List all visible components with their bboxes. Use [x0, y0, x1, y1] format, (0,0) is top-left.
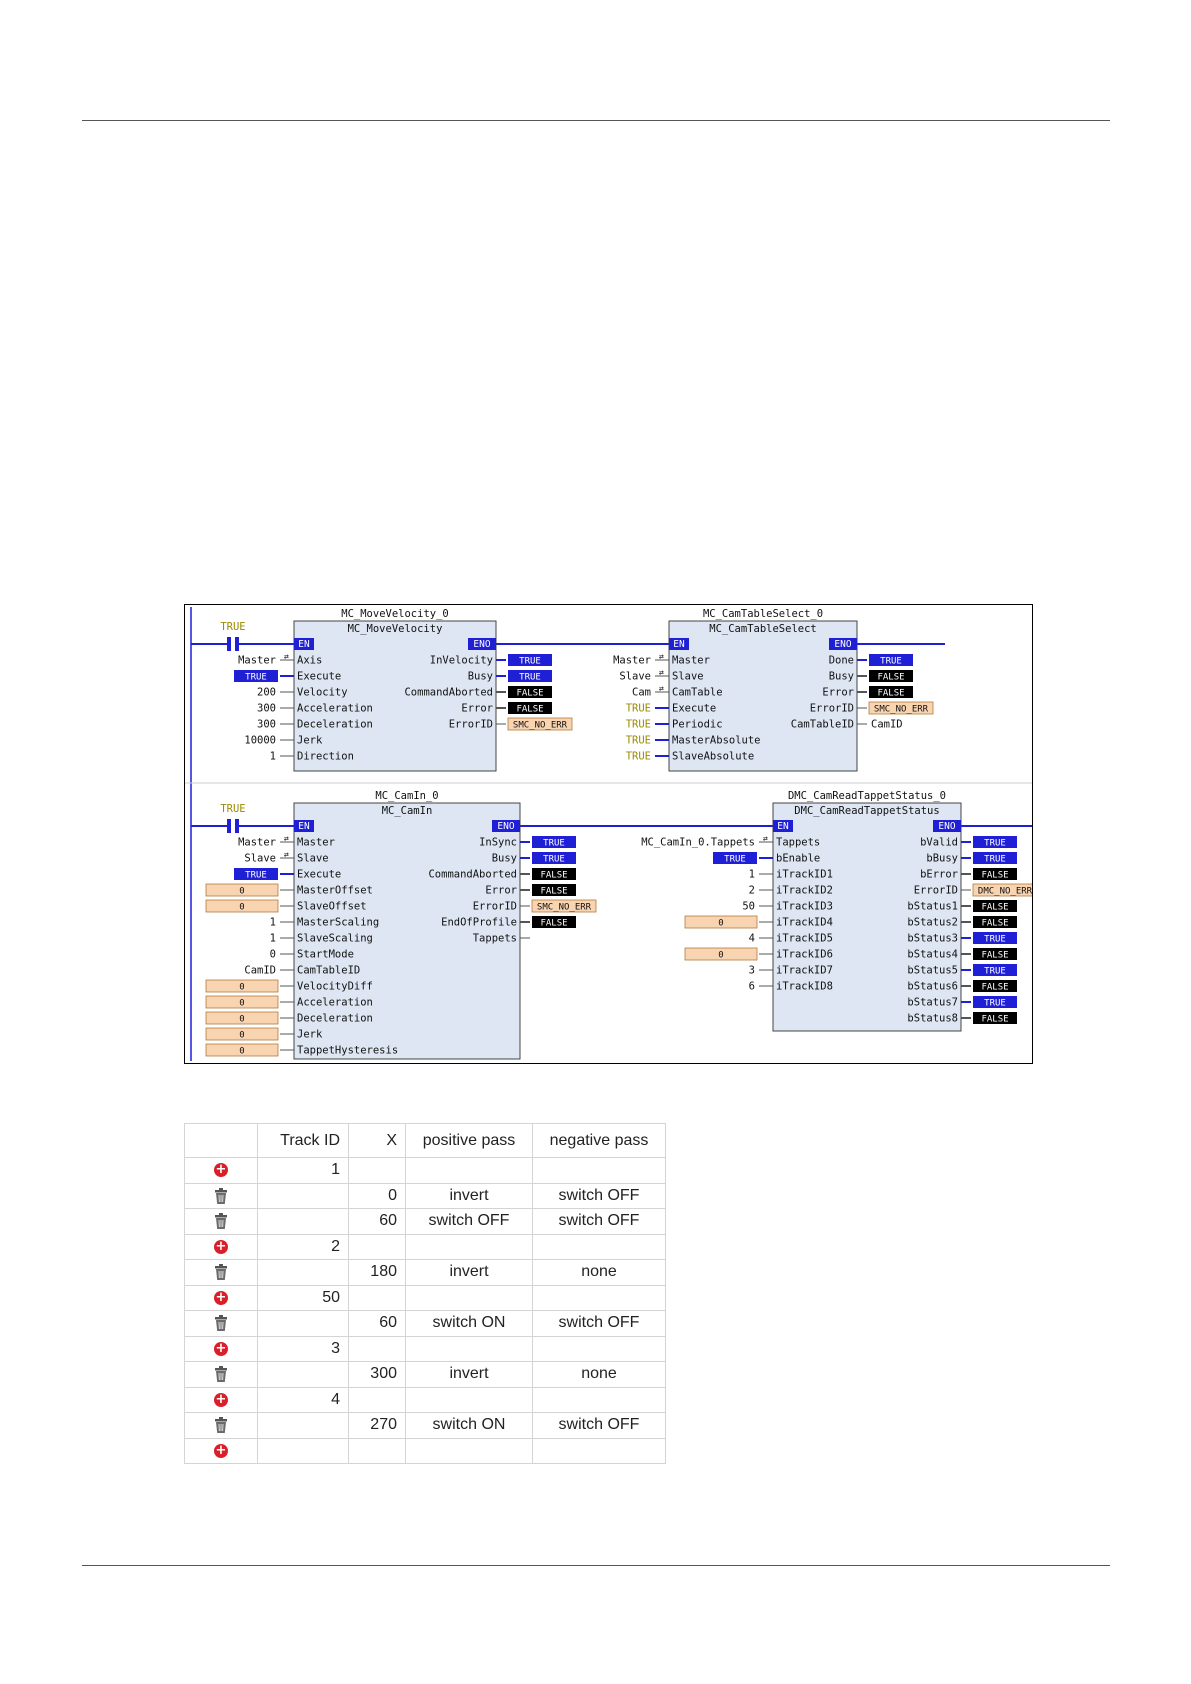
table-row — [185, 1260, 666, 1286]
dmc-camreadtappetstatus-in-itrackid1-pin: iTrackID1 — [776, 868, 833, 881]
mc-movevelocity-in-axis-inout-icon: ⇄ — [284, 652, 289, 661]
mc-camin-out-endofprofile-pin: EndOfProfile — [441, 916, 517, 929]
mc-camin-in-deceleration-value: 0 — [239, 1014, 245, 1025]
x-cell[interactable]: 60 — [349, 1311, 406, 1337]
contact-label: TRUE — [220, 621, 246, 633]
dmc-camreadtappetstatus-in-itrackid6-pin: iTrackID6 — [776, 948, 833, 961]
mc-camtableselect-out-camtableid-pin: CamTableID — [790, 718, 854, 731]
table-row — [185, 1158, 666, 1184]
table-row — [185, 1413, 666, 1439]
x-cell[interactable] — [349, 1285, 406, 1311]
dmc-camreadtappetstatus-out-errorid-value: DMC_NO_ERR — [977, 886, 1032, 897]
x-cell[interactable]: 0 — [349, 1183, 406, 1209]
mc-camin-in-masterscaling-pin: MasterScaling — [297, 916, 380, 929]
dmc-camreadtappetstatus-in-itrackid5-value: 4 — [748, 932, 755, 945]
mc-camtableselect-type-name: MC_CamTableSelect — [709, 623, 817, 635]
dmc-camreadtappetstatus-in-itrackid2-pin: iTrackID2 — [776, 884, 833, 897]
table-row — [185, 1362, 666, 1388]
add-icon[interactable]: + — [215, 1238, 227, 1254]
contact-bar-left — [227, 637, 231, 651]
negative-pass-cell[interactable] — [533, 1387, 666, 1413]
mc-movevelocity-out-invelocity-pin: InVelocity — [429, 654, 493, 667]
contact-label: TRUE — [220, 803, 246, 815]
mc-camtableselect-out-done-pin: Done — [828, 654, 854, 667]
dmc-camreadtappetstatus-in-itrackid7-pin: iTrackID7 — [776, 964, 833, 977]
mc-movevelocity-in-velocity-pin: Velocity — [297, 686, 348, 699]
mc-camtableselect-in-slave-inout-icon: ⇄ — [659, 668, 664, 677]
mc-camin-in-slavescaling-pin: SlaveScaling — [297, 932, 373, 945]
mc-camtableselect-in-camtable-inout-icon: ⇄ — [659, 684, 664, 693]
mc-camtableselect-in-master-value: Master — [613, 654, 651, 667]
mc-movevelocity-in-acceleration-pin: Acceleration — [297, 702, 373, 715]
mc-camin-out-commandaborted-pin: CommandAborted — [428, 868, 517, 881]
track-id-cell[interactable] — [258, 1362, 349, 1388]
delete-icon[interactable] — [213, 1314, 229, 1331]
dmc-camreadtappetstatus-in-itrackid8-pin: iTrackID8 — [776, 980, 833, 993]
dmc-camreadtappetstatus-out-bstatus4-value: FALSE — [981, 950, 1009, 961]
dmc-camreadtappetstatus-out-bstatus6-pin: bStatus6 — [907, 980, 958, 993]
row-action-cell[interactable] — [185, 1285, 258, 1311]
mc-camtableselect-in-execute-pin: Execute — [672, 702, 717, 715]
mc-camtableselect-instance-name: MC_CamTableSelect_0 — [702, 608, 824, 620]
mc-movevelocity-instance-name: MC_MoveVelocity_0 — [341, 608, 449, 620]
dmc-camreadtappetstatus-in-itrackid8-value: 6 — [748, 980, 755, 993]
ladder-diagram — [184, 604, 1033, 1064]
mc-camtableselect-in-masterabsolute-pin: MasterAbsolute — [672, 734, 761, 747]
mc-camtableselect-eno-label: ENO — [834, 639, 852, 650]
dmc-camreadtappetstatus-instance-name: DMC_CamReadTappetStatus_0 — [787, 790, 947, 802]
header-x: X — [349, 1124, 406, 1158]
dmc-camreadtappetstatus-out-bstatus7-pin: bStatus7 — [907, 996, 958, 1009]
positive-pass-cell[interactable] — [406, 1387, 533, 1413]
dmc-camreadtappetstatus-in-itrackid6-value: 0 — [718, 950, 724, 961]
mc-camin-out-insync-pin: InSync — [479, 836, 517, 849]
header-rule — [82, 120, 1110, 121]
x-cell[interactable] — [349, 1158, 406, 1184]
mc-camin-in-slave-inout-icon: ⇄ — [284, 850, 289, 859]
dmc-camreadtappetstatus-in-tappets-value: MC_CamIn_0.Tappets — [641, 836, 755, 849]
negative-pass-cell[interactable] — [533, 1234, 666, 1260]
dmc-camreadtappetstatus-out-bstatus8-pin: bStatus8 — [907, 1012, 958, 1025]
mc-movevelocity-in-execute-value: TRUE — [245, 672, 267, 683]
dmc-camreadtappetstatus-out-bstatus3-pin: bStatus3 — [907, 932, 958, 945]
dmc-camreadtappetstatus-out-bstatus1-value: FALSE — [981, 902, 1009, 913]
mc-movevelocity-in-jerk-pin: Jerk — [297, 734, 323, 747]
positive-pass-cell[interactable] — [406, 1438, 533, 1464]
mc-camtableselect-in-slaveabsolute-pin: SlaveAbsolute — [672, 750, 755, 763]
mc-movevelocity-out-commandaborted-pin: CommandAborted — [404, 686, 493, 699]
table-row — [185, 1285, 666, 1311]
positive-pass-cell[interactable]: invert — [406, 1183, 533, 1209]
dmc-camreadtappetstatus-in-benable-value: TRUE — [724, 854, 746, 865]
mc-camtableselect-in-periodic-pin: Periodic — [672, 718, 723, 731]
mc-movevelocity-in-velocity-value: 200 — [257, 686, 276, 699]
positive-pass-cell[interactable] — [406, 1234, 533, 1260]
dmc-camreadtappetstatus-type-name: DMC_CamReadTappetStatus — [794, 805, 940, 817]
mc-camin-out-busy-value: TRUE — [543, 854, 565, 865]
mc-movevelocity-in-direction-pin: Direction — [297, 750, 354, 763]
dmc-camreadtappetstatus-out-bstatus8-value: FALSE — [981, 1014, 1009, 1025]
x-cell[interactable] — [349, 1234, 406, 1260]
mc-camin-in-tappethysteresis-value: 0 — [239, 1046, 245, 1057]
mc-camin-in-masteroffset-value: 0 — [239, 886, 245, 897]
mc-camtableselect-in-slaveabsolute-value: TRUE — [625, 750, 651, 763]
header-icon-col — [185, 1124, 258, 1158]
mc-movevelocity-out-errorid-value: SMC_NO_ERR — [512, 720, 568, 731]
header-positive-pass: positive pass — [406, 1124, 533, 1158]
mc-camtableselect-in-slave-pin: Slave — [672, 670, 704, 683]
mc-camin-out-commandaborted-value: FALSE — [540, 870, 568, 881]
mc-camin-eno-label: ENO — [497, 821, 515, 832]
dmc-camreadtappetstatus-in-itrackid3-value: 50 — [742, 900, 755, 913]
mc-movevelocity-out-errorid-pin: ErrorID — [448, 718, 493, 731]
mc-camtableselect-in-master-pin: Master — [672, 654, 710, 667]
dmc-camreadtappetstatus-in-tappets-inout-icon: ⇄ — [763, 834, 768, 843]
mc-movevelocity-in-axis-value: Master — [238, 654, 276, 667]
mc-movevelocity-in-axis-pin: Axis — [297, 654, 323, 667]
mc-camin-in-startmode-pin: StartMode — [297, 948, 354, 961]
mc-camin-in-camtableid-value: CamID — [244, 964, 276, 977]
negative-pass-cell[interactable] — [533, 1438, 666, 1464]
table-row — [185, 1438, 666, 1464]
dmc-camreadtappetstatus-out-bvalid-value: TRUE — [984, 838, 1006, 849]
dmc-camreadtappetstatus-out-bstatus3-value: TRUE — [984, 934, 1006, 945]
mc-movevelocity-in-direction-value: 1 — [269, 750, 276, 763]
mc-movevelocity-out-commandaborted-value: FALSE — [516, 688, 544, 699]
mc-camin-in-acceleration-pin: Acceleration — [297, 996, 373, 1009]
negative-pass-cell[interactable] — [533, 1158, 666, 1184]
mc-camin-in-tappethysteresis-pin: TappetHysteresis — [297, 1044, 399, 1057]
negative-pass-cell[interactable]: none — [533, 1260, 666, 1286]
x-cell[interactable] — [349, 1387, 406, 1413]
table-row — [185, 1336, 666, 1362]
tappet-table-header — [185, 1124, 666, 1158]
dmc-camreadtappetstatus-in-tappets-pin: Tappets — [776, 836, 821, 849]
dmc-camreadtappetstatus-in-itrackid5-pin: iTrackID5 — [776, 932, 833, 945]
row-action-cell[interactable] — [185, 1362, 258, 1388]
dmc-camreadtappetstatus-en-label: EN — [777, 821, 789, 832]
mc-camin-type-name: MC_CamIn — [381, 805, 433, 817]
mc-camin-out-error-pin: Error — [485, 884, 517, 897]
table-row — [185, 1387, 666, 1413]
track-id-cell[interactable] — [258, 1438, 349, 1464]
mc-camin-in-master-value: Master — [238, 836, 276, 849]
mc-camin-in-velocitydiff-value: 0 — [239, 982, 245, 993]
track-id-cell[interactable] — [258, 1311, 349, 1337]
mc-camin-out-insync-value: TRUE — [543, 838, 565, 849]
mc-movevelocity-in-deceleration-value: 300 — [257, 718, 276, 731]
mc-camin-out-endofprofile-value: FALSE — [540, 918, 568, 929]
x-cell[interactable]: 270 — [349, 1413, 406, 1439]
positive-pass-cell[interactable]: switch ON — [406, 1413, 533, 1439]
mc-camtableselect-in-master-inout-icon: ⇄ — [659, 652, 664, 661]
header-negative-pass: negative pass — [533, 1124, 666, 1158]
dmc-camreadtappetstatus-out-bstatus6-value: FALSE — [981, 982, 1009, 993]
tappet-table — [184, 1123, 666, 1464]
positive-pass-cell[interactable]: switch ON — [406, 1311, 533, 1337]
mc-movevelocity-out-error-pin: Error — [461, 702, 493, 715]
header-track-id: Track ID — [258, 1124, 349, 1158]
negative-pass-cell[interactable] — [533, 1336, 666, 1362]
dmc-camreadtappetstatus-in-itrackid4-pin: iTrackID4 — [776, 916, 833, 929]
footer-rule — [82, 1565, 1110, 1566]
mc-camin-in-camtableid-pin: CamTableID — [297, 964, 361, 977]
x-cell[interactable] — [349, 1336, 406, 1362]
mc-camin-out-errorid-pin: ErrorID — [472, 900, 517, 913]
mc-camtableselect-in-execute-value: TRUE — [625, 702, 651, 715]
x-cell[interactable]: 180 — [349, 1260, 406, 1286]
dmc-camreadtappetstatus-out-bstatus5-value: TRUE — [984, 966, 1006, 977]
mc-camin-in-slave-pin: Slave — [297, 852, 329, 865]
track-id-cell[interactable] — [258, 1183, 349, 1209]
track-id-cell[interactable]: 1 — [258, 1158, 349, 1184]
mc-camin-in-execute-value: TRUE — [245, 870, 267, 881]
mc-camtableselect-en-label: EN — [673, 639, 685, 650]
row-action-cell[interactable] — [185, 1158, 258, 1184]
contact-bar-right — [235, 637, 239, 651]
delete-icon[interactable] — [213, 1187, 229, 1204]
track-id-cell[interactable]: 2 — [258, 1234, 349, 1260]
mc-camtableselect-out-busy-value: FALSE — [877, 672, 905, 683]
mc-camin-in-slave-value: Slave — [244, 852, 276, 865]
row-action-cell[interactable] — [185, 1336, 258, 1362]
track-id-cell[interactable]: 50 — [258, 1285, 349, 1311]
dmc-camreadtappetstatus-out-bbusy-value: TRUE — [984, 854, 1006, 865]
mc-camin-in-slaveoffset-value: 0 — [239, 902, 245, 913]
dmc-camreadtappetstatus-out-bstatus7-value: TRUE — [984, 998, 1006, 1009]
track-id-cell[interactable] — [258, 1413, 349, 1439]
mc-camin-instance-name: MC_CamIn_0 — [375, 790, 439, 802]
mc-camtableselect-out-busy-pin: Busy — [828, 670, 854, 683]
add-icon[interactable]: + — [215, 1340, 227, 1356]
delete-icon[interactable] — [213, 1365, 229, 1382]
mc-camtableselect-in-masterabsolute-value: TRUE — [625, 734, 651, 747]
row-action-cell[interactable] — [185, 1260, 258, 1286]
row-action-cell[interactable] — [185, 1234, 258, 1260]
dmc-camreadtappetstatus-in-itrackid1-value: 1 — [748, 868, 755, 881]
dmc-camreadtappetstatus-in-itrackid2-value: 2 — [748, 884, 755, 897]
negative-pass-cell[interactable] — [533, 1285, 666, 1311]
row-action-cell[interactable] — [185, 1387, 258, 1413]
mc-camtableselect-out-done-value: TRUE — [880, 656, 902, 667]
dmc-camreadtappetstatus-in-itrackid4-value: 0 — [718, 918, 724, 929]
mc-movevelocity-out-busy-value: TRUE — [519, 672, 541, 683]
dmc-camreadtappetstatus-out-bbusy-pin: bBusy — [926, 852, 958, 865]
track-id-cell[interactable] — [258, 1260, 349, 1286]
dmc-camreadtappetstatus-out-errorid-pin: ErrorID — [913, 884, 958, 897]
add-icon[interactable]: + — [215, 1162, 227, 1178]
track-id-cell[interactable] — [258, 1209, 349, 1235]
mc-camin-out-errorid-value: SMC_NO_ERR — [536, 902, 592, 913]
mc-movevelocity-in-acceleration-value: 300 — [257, 702, 276, 715]
table-row — [185, 1209, 666, 1235]
table-row — [185, 1183, 666, 1209]
track-id-cell[interactable]: 3 — [258, 1336, 349, 1362]
row-action-cell[interactable] — [185, 1183, 258, 1209]
x-cell[interactable]: 300 — [349, 1362, 406, 1388]
dmc-camreadtappetstatus-eno-label: ENO — [938, 821, 956, 832]
mc-camin-in-slavescaling-value: 1 — [269, 932, 276, 945]
track-id-cell[interactable]: 4 — [258, 1387, 349, 1413]
mc-camin-in-execute-pin: Execute — [297, 868, 342, 881]
dmc-camreadtappetstatus-out-bstatus4-pin: bStatus4 — [907, 948, 958, 961]
mc-camtableselect-out-errorid-pin: ErrorID — [809, 702, 854, 715]
row-action-cell[interactable] — [185, 1438, 258, 1464]
dmc-camreadtappetstatus-out-bstatus5-pin: bStatus5 — [907, 964, 958, 977]
positive-pass-cell[interactable]: invert — [406, 1362, 533, 1388]
positive-pass-cell[interactable] — [406, 1336, 533, 1362]
mc-movevelocity-out-error-value: FALSE — [516, 704, 544, 715]
table-row — [185, 1311, 666, 1337]
row-action-cell[interactable] — [185, 1209, 258, 1235]
negative-pass-cell[interactable]: switch OFF — [533, 1183, 666, 1209]
mc-movevelocity-type-name: MC_MoveVelocity — [347, 623, 443, 635]
mc-movevelocity-in-jerk-value: 10000 — [244, 734, 276, 747]
x-cell[interactable]: 60 — [349, 1209, 406, 1235]
delete-icon[interactable] — [213, 1416, 229, 1433]
mc-camtableselect-out-errorid-value: SMC_NO_ERR — [873, 704, 929, 715]
mc-camin-en-label: EN — [298, 821, 310, 832]
row-action-cell[interactable] — [185, 1311, 258, 1337]
mc-camin-in-master-inout-icon: ⇄ — [284, 834, 289, 843]
delete-icon[interactable] — [213, 1263, 229, 1280]
mc-movevelocity-in-deceleration-pin: Deceleration — [297, 718, 373, 731]
positive-pass-cell[interactable] — [406, 1158, 533, 1184]
negative-pass-cell[interactable]: switch OFF — [533, 1311, 666, 1337]
mc-camin-in-jerk-value: 0 — [239, 1030, 245, 1041]
dmc-camreadtappetstatus-out-bstatus1-pin: bStatus1 — [907, 900, 958, 913]
mc-camtableselect-in-periodic-value: TRUE — [625, 718, 651, 731]
x-cell[interactable] — [349, 1438, 406, 1464]
mc-camin-out-error-value: FALSE — [540, 886, 568, 897]
mc-camin-in-acceleration-value: 0 — [239, 998, 245, 1009]
negative-pass-cell[interactable]: switch OFF — [533, 1209, 666, 1235]
mc-camtableselect-out-camtableid-value: CamID — [871, 718, 903, 731]
positive-pass-cell[interactable]: invert — [406, 1260, 533, 1286]
add-icon[interactable]: + — [215, 1289, 227, 1305]
mc-camtableselect-in-camtable-value: Cam — [632, 686, 651, 699]
negative-pass-cell[interactable]: switch OFF — [533, 1413, 666, 1439]
mc-camin-in-master-pin: Master — [297, 836, 335, 849]
mc-camin-in-slaveoffset-pin: SlaveOffset — [297, 900, 367, 913]
mc-camtableselect-in-camtable-pin: CamTable — [672, 686, 723, 699]
dmc-camreadtappetstatus-out-berror-pin: bError — [920, 868, 958, 881]
mc-movevelocity-in-execute-pin: Execute — [297, 670, 342, 683]
delete-icon[interactable] — [213, 1212, 229, 1229]
mc-camin-in-deceleration-pin: Deceleration — [297, 1012, 373, 1025]
contact-bar-left — [227, 819, 231, 833]
positive-pass-cell[interactable]: switch OFF — [406, 1209, 533, 1235]
negative-pass-cell[interactable]: none — [533, 1362, 666, 1388]
ladder-canvas — [185, 605, 1032, 1063]
row-action-cell[interactable] — [185, 1413, 258, 1439]
table-row — [185, 1234, 666, 1260]
mc-camin-in-velocitydiff-pin: VelocityDiff — [297, 980, 373, 993]
add-icon[interactable]: + — [215, 1442, 227, 1458]
dmc-camreadtappetstatus-out-bvalid-pin: bValid — [920, 836, 958, 849]
dmc-camreadtappetstatus-out-bstatus2-value: FALSE — [981, 918, 1009, 929]
mc-camin-out-busy-pin: Busy — [491, 852, 517, 865]
mc-camtableselect-out-error-pin: Error — [822, 686, 854, 699]
mc-camtableselect-in-slave-value: Slave — [619, 670, 651, 683]
contact-bar-right — [235, 819, 239, 833]
mc-camin-out-tappets-pin: Tappets — [472, 932, 517, 945]
mc-movevelocity-out-busy-pin: Busy — [467, 670, 493, 683]
mc-movevelocity-en-label: EN — [298, 639, 310, 650]
dmc-camreadtappetstatus-in-itrackid7-value: 3 — [748, 964, 755, 977]
mc-movevelocity-out-invelocity-value: TRUE — [519, 656, 541, 667]
dmc-camreadtappetstatus-out-bstatus2-pin: bStatus2 — [907, 916, 958, 929]
dmc-camreadtappetstatus-in-itrackid3-pin: iTrackID3 — [776, 900, 833, 913]
mc-camin-in-jerk-pin: Jerk — [297, 1028, 323, 1041]
mc-camin-in-startmode-value: 0 — [269, 948, 276, 961]
positive-pass-cell[interactable] — [406, 1285, 533, 1311]
dmc-camreadtappetstatus-out-berror-value: FALSE — [981, 870, 1009, 881]
mc-camtableselect-out-error-value: FALSE — [877, 688, 905, 699]
mc-camin-in-masterscaling-value: 1 — [269, 916, 276, 929]
dmc-camreadtappetstatus-in-benable-pin: bEnable — [776, 852, 821, 865]
add-icon[interactable]: + — [215, 1391, 227, 1407]
mc-movevelocity-eno-label: ENO — [473, 639, 491, 650]
mc-camin-in-masteroffset-pin: MasterOffset — [297, 884, 373, 897]
